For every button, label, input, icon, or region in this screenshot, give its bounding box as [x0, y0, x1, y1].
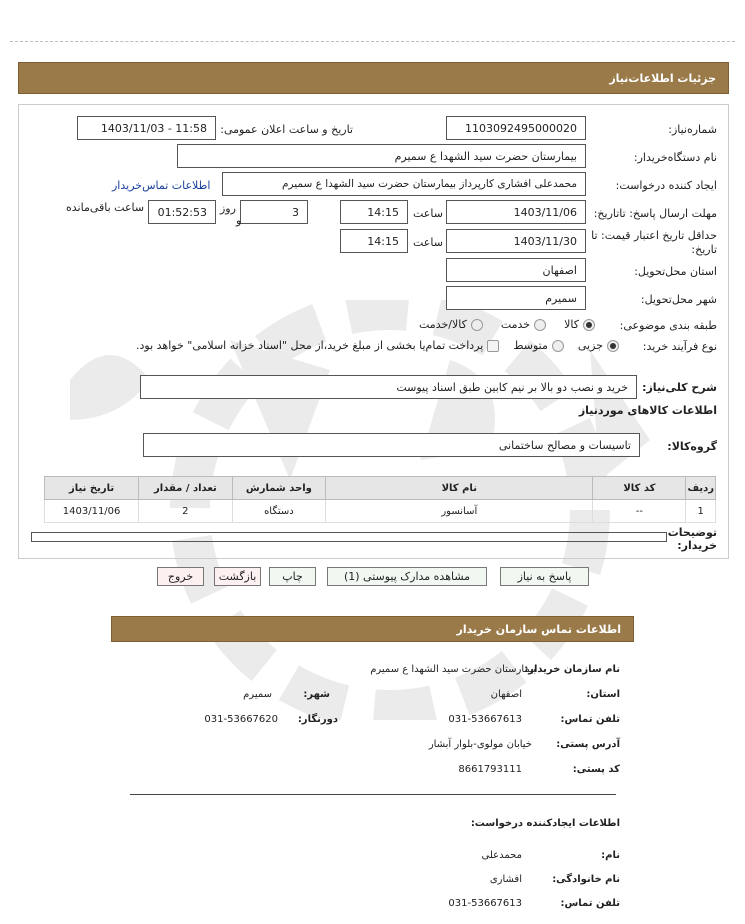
buyer-notes-field: [31, 532, 667, 542]
buyer-org-label: نام دستگاه‌خریدار:: [633, 151, 717, 164]
buyer-contact-link[interactable]: اطلاعات تماس‌خریدار: [112, 179, 211, 192]
contact-divider: [130, 794, 616, 795]
print-button[interactable]: چاپ: [269, 567, 316, 586]
contact-fax: 031-53667620: [204, 714, 278, 725]
city-field: سمیرم: [446, 286, 586, 310]
remaining-time-field: 01:52:53: [148, 200, 216, 224]
goods-table-header-row: [45, 477, 716, 500]
cell-date: 1403/11/06: [45, 500, 139, 523]
attachments-button[interactable]: مشاهده مدارک پیوستی (1): [327, 567, 487, 586]
contact-phone-label: تلفن تماس:: [560, 714, 620, 725]
contact-address: خیابان مولوی-بلوار آبشار: [428, 739, 532, 750]
col-code-header: کد کالا: [593, 477, 686, 500]
announce-label: تاریخ و ساعت اعلان عمومی:: [220, 123, 353, 136]
creator-last-name: افشاری: [489, 874, 522, 885]
contact-org: بیمارستان حضرت سید الشهدا ع سمیرم: [370, 664, 536, 675]
creator-phone: 031-53667613: [448, 898, 522, 909]
col-row-header: ردیف: [686, 477, 716, 500]
radio-selected-icon[interactable]: [607, 340, 619, 352]
contact-org-label: نام سازمان خریدار:: [524, 664, 620, 675]
need-number-field: 1103092495000020: [446, 116, 586, 140]
goods-group-field: تاسیسات و مصالح ساختمانی: [143, 433, 640, 457]
goods-table: [44, 476, 716, 523]
cell-unit: دستگاه: [232, 500, 326, 523]
category-option-goods[interactable]: کالا: [564, 318, 595, 331]
contact-postal: 8661793111: [458, 764, 522, 775]
buyer-org-field: بیمارستان حضرت سید الشهدا ع سمیرم: [177, 144, 586, 168]
process-radio-group: [136, 339, 619, 352]
radio-icon[interactable]: [534, 319, 546, 331]
days-label: روز: [220, 202, 236, 215]
col-date-header: تاریخ نیاز: [45, 477, 139, 500]
checkbox-icon[interactable]: [487, 340, 499, 352]
treasury-payment-option[interactable]: پرداخت تمام‌یا بخشی از مبلغ خرید،از محل "اسناد خزانه اسلامی" خواهد بود.: [136, 339, 499, 352]
goods-group-label: گروه‌کالا:: [667, 440, 717, 453]
reply-button[interactable]: پاسخ به نیاز: [500, 567, 589, 586]
cell-name: آسانسور: [326, 500, 593, 523]
details-header: [18, 62, 729, 94]
table-row: [45, 500, 716, 523]
contact-postal-label: کد پستی:: [572, 764, 620, 775]
need-number-label: شماره‌نیاز:: [668, 123, 717, 136]
contact-header-title: اطلاعات تماس سازمان خریدار: [456, 622, 621, 636]
contact-province-label: استان:: [586, 689, 620, 700]
price-date-field: 1403/11/30: [446, 229, 586, 253]
and-label: و: [236, 214, 242, 227]
announce-field: 1403/11/03 - 11:58: [77, 116, 216, 140]
remaining-label: ساعت باقی‌مانده: [66, 201, 145, 214]
province-field: اصفهان: [446, 258, 586, 282]
city-label: شهر محل‌تحویل:: [640, 293, 717, 306]
col-unit-header: واحد شمارش: [232, 477, 326, 500]
days-field: 3: [240, 200, 308, 224]
radio-selected-icon[interactable]: [583, 319, 595, 331]
category-label: طبقه بندی موضوعی:: [619, 319, 717, 332]
reply-date-field: 1403/11/06: [446, 200, 586, 224]
contact-province: اصفهان: [490, 689, 522, 700]
creator-last-name-label: نام خانوادگی:: [552, 874, 620, 885]
process-option-medium[interactable]: متوسط: [513, 339, 564, 352]
back-button[interactable]: بازگشت: [214, 567, 261, 586]
reply-deadline-label: مهلت ارسال پاسخ: تاتاریخ:: [593, 207, 717, 220]
contact-city: سمیرم: [243, 689, 272, 700]
province-label: استان محل‌تحویل:: [634, 265, 717, 278]
col-qty-header: تعداد / مقدار: [139, 477, 232, 500]
top-divider: [10, 41, 735, 42]
creator-first-name: محمدعلی: [481, 850, 522, 861]
price-time-label: ساعت: [413, 236, 443, 249]
contact-fax-label: دورنگار:: [297, 714, 338, 725]
contact-phone: 031-53667613: [448, 714, 522, 725]
contact-header: [111, 616, 634, 642]
radio-icon[interactable]: [471, 319, 483, 331]
details-header-title: جزئیات اطلاعات‌نیاز: [609, 71, 716, 85]
exit-button[interactable]: خروج: [157, 567, 204, 586]
reply-time-field: 14:15: [340, 200, 408, 224]
cell-code: --: [593, 500, 686, 523]
goods-info-label: اطلاعات کالاهای موردنیاز: [578, 404, 717, 417]
process-label: نوع فرآیند خرید:: [642, 340, 717, 353]
contact-city-label: شهر:: [303, 689, 330, 700]
category-radio-group: [419, 318, 595, 331]
creator-info-title: اطلاعات ایجادکننده درخواست:: [470, 818, 620, 829]
buyer-notes-label: توضیحات خریدار:: [667, 526, 717, 552]
col-name-header: نام کالا: [326, 477, 593, 500]
creator-phone-label: تلفن تماس:: [560, 898, 620, 909]
description-field: خرید و نصب دو بالا بر نیم کابین طبق اسناد پیوست: [140, 375, 637, 399]
cell-row: 1: [686, 500, 716, 523]
description-label: شرح کلی‌نیاز:: [642, 381, 717, 394]
category-option-both[interactable]: کالا/خدمت: [419, 318, 483, 331]
cell-qty: 2: [139, 500, 232, 523]
creator-first-name-label: نام:: [601, 850, 620, 861]
price-time-field: 14:15: [340, 229, 408, 253]
process-option-minor[interactable]: جزیی: [578, 339, 619, 352]
price-validity-label: حداقل تاریخ اعتبار قیمت: تا تاریخ:: [591, 229, 717, 256]
category-option-service[interactable]: خدمت: [501, 318, 546, 331]
creator-label: ایجاد کننده درخواست:: [615, 179, 717, 192]
contact-address-label: آدرس پستی:: [556, 739, 620, 750]
creator-field: محمدعلی افشاری کارپرداز بیمارستان حضرت سید الشهدا ع سمیرم: [222, 172, 586, 196]
reply-time-label: ساعت: [413, 207, 443, 220]
radio-icon[interactable]: [552, 340, 564, 352]
